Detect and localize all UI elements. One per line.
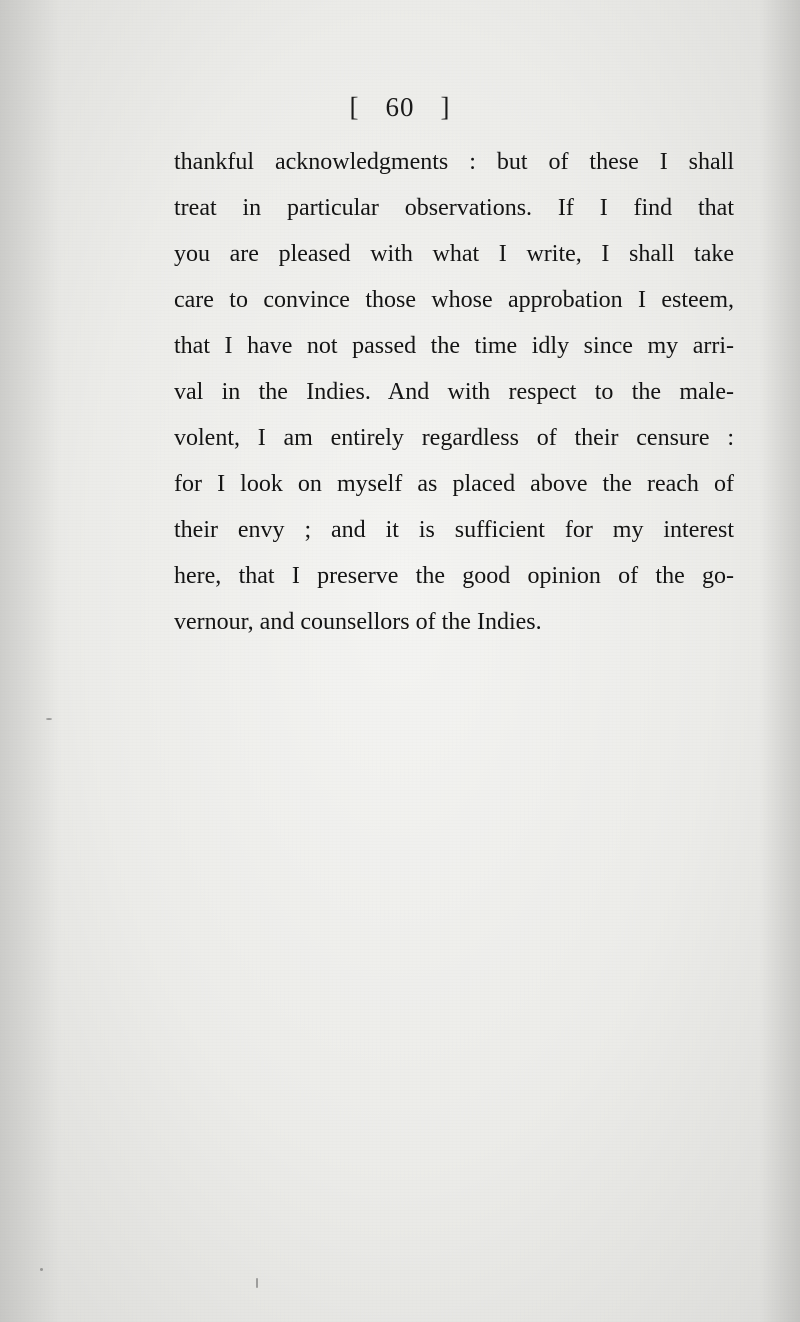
text-line: volent, I am entirely regardless of their censure : <box>174 425 734 451</box>
text-line: thankful acknowledgments : but of these I shall <box>174 149 734 175</box>
text-line: treat in particular observations. If I find that <box>174 195 734 221</box>
page-number-open-bracket: [ <box>349 92 360 122</box>
text-line: vernour, and counsellors of the Indies. <box>174 609 542 635</box>
paper-speck <box>256 1278 258 1288</box>
text-line: here, that I preserve the good opinion of the go- <box>174 563 734 589</box>
paper-speck <box>40 1268 43 1271</box>
text-line: their envy ; and it is sufficient for my interest <box>174 517 734 543</box>
body-paragraph <box>174 139 734 645</box>
page-number-close-bracket: ] <box>440 92 451 122</box>
text-line: that I have not passed the time idly since my arri- <box>174 333 734 359</box>
page-number-header <box>0 92 800 123</box>
text-line: you are pleased with what I write, I shall take <box>174 241 734 267</box>
text-line: for I look on myself as placed above the reach of <box>174 471 734 497</box>
text-line: val in the Indies. And with respect to the male- <box>174 379 734 405</box>
page-shadow-right <box>760 0 800 1322</box>
text-line: care to convince those whose approbation I esteem, <box>174 287 734 313</box>
page-shadow-left <box>0 0 60 1322</box>
paper-speck <box>46 718 52 720</box>
page-number: 60 <box>385 92 415 122</box>
